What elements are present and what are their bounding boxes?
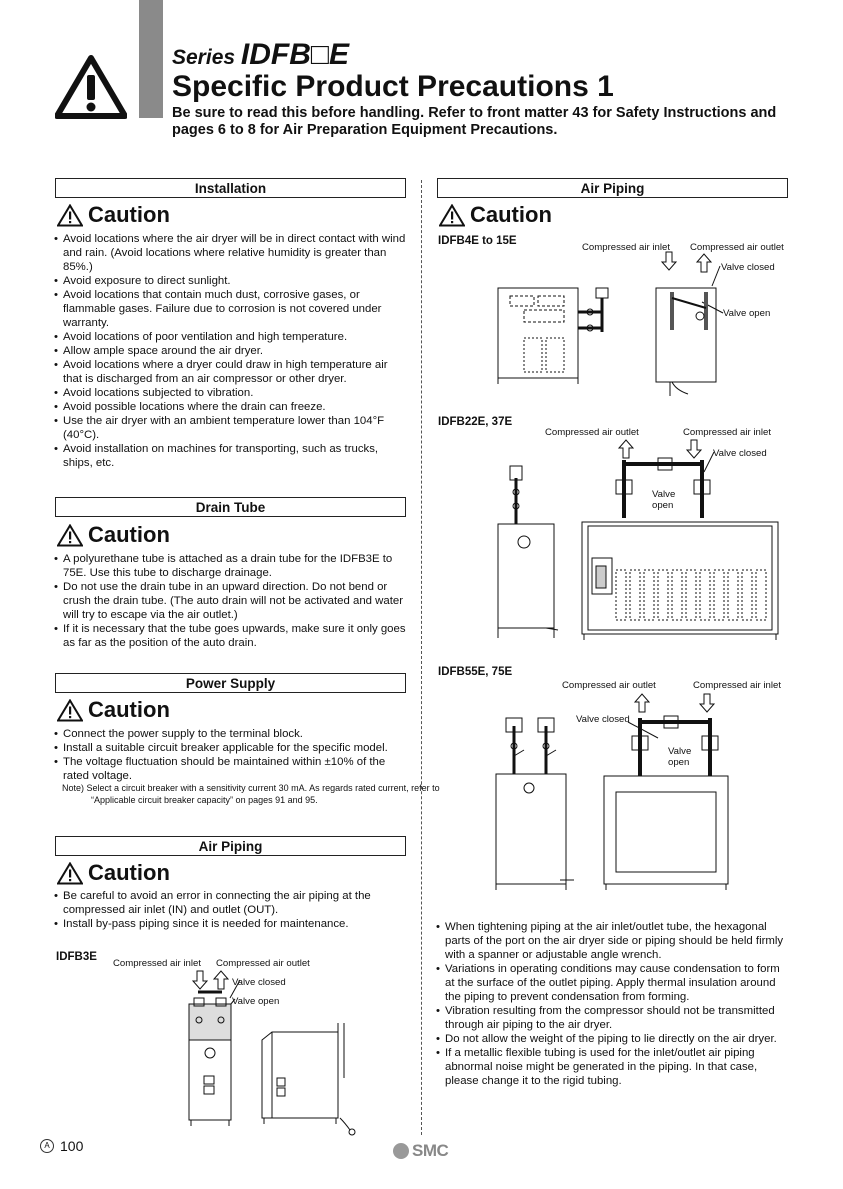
idfb3e-dryer-drawing (180, 968, 370, 1140)
caution-label: Caution (88, 522, 170, 547)
idfb22e-37e-dryer-drawing (488, 438, 788, 643)
caution-icon (57, 524, 83, 547)
list-item: • Avoid locations of poor ventilation and high temperature. (54, 330, 406, 344)
list-continuation: • If it is necessary that the tube goes upwards, make sure it only goes as far as the position of the auto drain. (54, 622, 406, 650)
circuit-breaker-note: Note) Select a circuit breaker with a sensitivity current 30 mA. As regards rated current, refer to “Applicable circuit breaker capacity” on pages 91 and 95. (62, 783, 440, 805)
idfb55e-75e-dryer-drawing (488, 690, 788, 895)
figure-label-valve-closed: Valve closed (232, 977, 286, 988)
list-item: • A polyurethane tube is attached as a drain tube for the IDFB3E to 75E. Use this tube to discharge drainage. (54, 552, 406, 580)
figure-model-idfb4e-15e: IDFB4E to 15E (438, 235, 517, 247)
smc-logo-icon (393, 1143, 409, 1159)
caution-icon (57, 699, 83, 722)
caution-icon (57, 204, 83, 227)
figure-label-valve-open-1: Valve (668, 746, 692, 757)
list-item: • Avoid locations that contain much dust, corrosive gases, or flammable gases. Failure due to corrosion is not covered under warranty. (54, 288, 406, 330)
page-number (40, 1138, 83, 1154)
air-piping-left-header: Air Piping (55, 836, 406, 856)
idfb4e-15e-dryer-drawing (490, 250, 790, 398)
list-item: • Avoid locations where the air dryer will be in direct contact with wind and rain. (Avoid locations where relative humidity is greater than 85%.) (54, 232, 406, 274)
list-item: • Install by-pass piping since it is needed for maintenance. (54, 917, 406, 931)
installation-header: Installation (55, 178, 406, 198)
list-item: • Avoid exposure to direct sunlight. (54, 274, 406, 288)
drain-tube-list (54, 552, 406, 650)
list-item: • Do not use the drain tube in an upward direction. Do not bend or crush the drain tube. (The auto drain will not be activated and water will try to escape via the air outlet.) (54, 580, 406, 622)
installation-caution (57, 202, 170, 228)
list-item: • Avoid locations where a dryer could draw in high temperature air that is discharged from an air compressor or other dryer. (54, 358, 406, 386)
circled-a-mark: A (40, 1139, 54, 1153)
smc-brand-text: SMC (412, 1141, 449, 1160)
figure-model-idfb3e: IDFB3E (56, 951, 97, 963)
column-divider (421, 180, 422, 1135)
installation-list (54, 232, 406, 470)
caution-label: Caution (88, 860, 170, 885)
list-item: • Avoid possible locations where the drain can freeze. (54, 400, 406, 414)
figure-label-valve-open: Valve open (232, 996, 280, 1007)
smc-logo (393, 1141, 448, 1161)
air-piping-right-header: Air Piping (437, 178, 788, 198)
figure-model-idfb55e-75e: IDFB55E, 75E (438, 666, 513, 678)
caution-icon (57, 862, 83, 885)
air-piping-right-caution (439, 202, 552, 228)
series-name: Series IDFB□E (172, 38, 350, 71)
drain-tube-header: Drain Tube (55, 497, 406, 517)
air-piping-right-list (436, 920, 788, 1088)
caution-label: Caution (88, 202, 170, 227)
list-item: • Use the air dryer with an ambient temperature lower than 104°F (40°C). (54, 414, 406, 442)
figure-label-outlet: Compressed air outlet (562, 680, 656, 691)
list-item: • If a metallic flexible tubing is used for the inlet/outlet air piping abnormal noise might be generated in the piping. In that case, please change it to the rigid tubing. (436, 1046, 788, 1088)
figure-label-inlet: Compressed air inlet (582, 242, 670, 253)
air-piping-left-list (54, 889, 406, 931)
drain-tube-caution (57, 522, 170, 548)
header-gray-bar (139, 0, 163, 118)
power-supply-header: Power Supply (55, 673, 406, 693)
figure-label-valve-open: Valve open (723, 308, 771, 319)
figure-label-outlet: Compressed air outlet (690, 242, 784, 253)
caution-icon (439, 204, 465, 227)
power-supply-caution (57, 697, 170, 723)
figure-label-inlet: Compressed air inlet (113, 958, 201, 969)
figure-label-inlet: Compressed air inlet (693, 680, 781, 691)
caution-label: Caution (470, 202, 552, 227)
list-item: • Avoid locations subjected to vibration. (54, 386, 406, 400)
warning-triangle-icon (55, 55, 127, 119)
figure-label-outlet: Compressed air outlet (216, 958, 310, 969)
page-title: Specific Product Precautions 1 (172, 70, 614, 103)
list-item: • Install a suitable circuit breaker applicable for the specific model. (54, 741, 406, 755)
list-item: • When tightening piping at the air inlet/outlet tube, the hexagonal parts of the port on the air dryer side or piping should be held firmly with a spanner or adjustable angle wrench. (436, 920, 788, 962)
figure-label-valve-open-2: open (668, 757, 690, 768)
air-piping-left-caution (57, 860, 170, 886)
page-subtitle: Be sure to read this before handling. Refer to front matter 43 for Safety Instructions and pages 6 to 8 for Air Preparation Equipment Precautions. (172, 105, 777, 138)
figure-label-valve-closed: Valve closed (721, 262, 775, 273)
figure-label-valve-open-2: open (652, 500, 674, 511)
list-item: • Avoid installation on machines for transporting, such as trucks, ships, etc. (54, 442, 406, 470)
figure-model-idfb22e-37e: IDFB22E, 37E (438, 416, 513, 428)
figure-label-outlet: Compressed air outlet (545, 427, 639, 438)
figure-label-valve-closed: Valve closed (576, 714, 630, 725)
page-number-value: 100 (60, 1138, 84, 1154)
list-item: • Connect the power supply to the terminal block. (54, 727, 406, 741)
caution-label: Caution (88, 697, 170, 722)
list-item: • Allow ample space around the air dryer. (54, 344, 406, 358)
list-item: • Be careful to avoid an error in connecting the air piping at the compressed air inlet (IN) and outlet (OUT). (54, 889, 406, 917)
figure-label-valve-closed: Valve closed (713, 448, 767, 459)
list-item: • Variations in operating conditions may cause condensation to form at the surface of the outlet piping. Apply thermal insulation around the piping to prevent condensation from forming. (436, 962, 788, 1004)
figure-label-valve-open-1: Valve (652, 489, 676, 500)
list-item: • Do not allow the weight of the piping to lie directly on the air dryer. (436, 1032, 788, 1046)
figure-label-inlet: Compressed air inlet (683, 427, 771, 438)
list-item: • The voltage fluctuation should be maintained within ±10% of the rated voltage. (54, 755, 406, 783)
power-supply-list (54, 727, 406, 783)
list-item: • Vibration resulting from the compressor should not be transmitted through air piping to the air dryer. (436, 1004, 788, 1032)
